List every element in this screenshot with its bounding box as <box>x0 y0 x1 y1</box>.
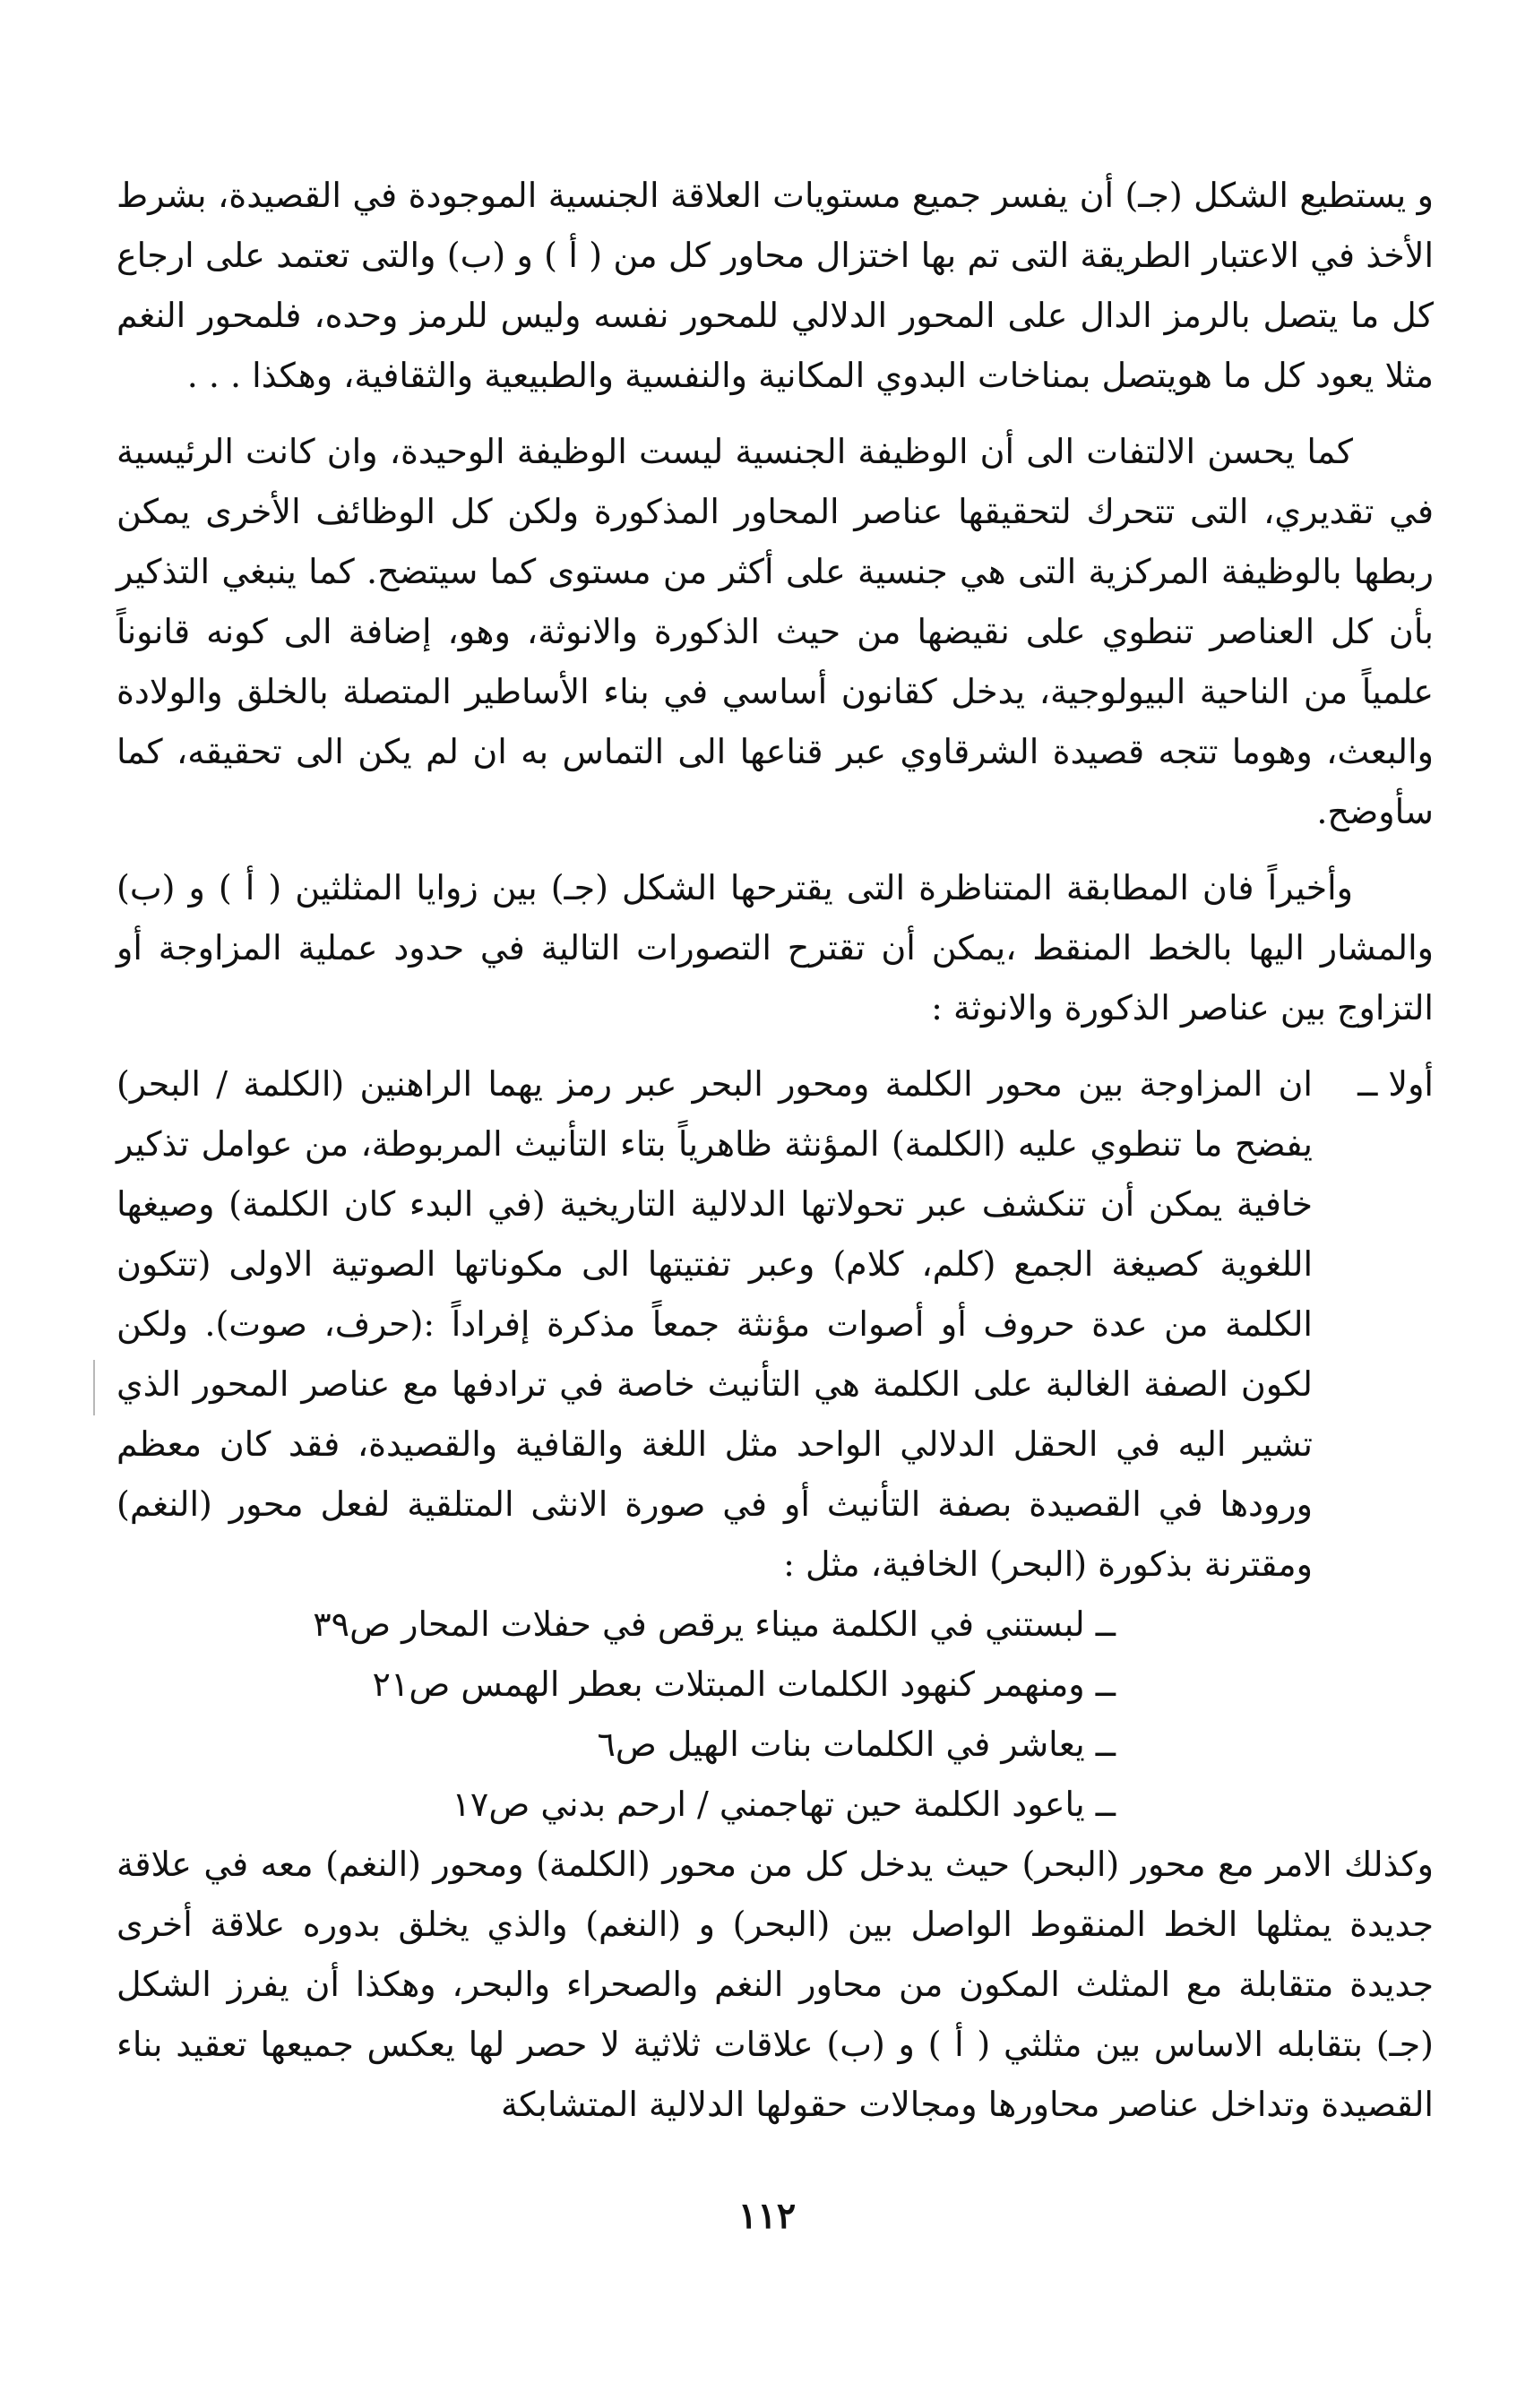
paragraph-2: كما يحسن الالتفات الى أن الوظيفة الجنسية ليست الوظيفة الوحيدة، وان كانت الرئيسية في تقديري، التى تتحرك لتحقيقها عناصر المحاور المذكورة ولكن كل الوظائف الأخرى يمكن ربطها بالوظيفة المركزية التى هي جنسية على أكثر من مستوى كما سيتضح. كما ينبغي التذكير بأن كل العناصر تنطوي على نقيضها من حيث الذكورة والانوثة، وهو، إضافة الى كونه قانوناً علمياً من الناحية البيولوجية، يدخل كقانون أساسي في بناء الأساطير المتصلة بالخلق والولادة والبعث، وهوما تتجه قصيدة الشرقاوي عبر قناعها الى التماس به ان لم يكن الى تحقيقه، كما سأوضح. <box>116 432 1434 831</box>
paragraph-1: و يستطيع الشكل (جـ) أن يفسر جميع مستويات العلاقة الجنسية الموجودة في القصيدة، بشرط الأخذ في الاعتبار الطريقة التى تم بها اختزال محاور كل من ( أ ) و (ب) والتى تعتمد على ارجاع كل ما يتصل بالرمز الدال على المحور الدلالي للمحور نفسه وليس للرمز وحده، فلمحور النغم مثلا يعود كل ما هويتصل بمناخات البدوي المكانية والنفسية والطبيعية والثقافية، وهكذا . . . <box>116 176 1434 395</box>
numbered-item-first <box>116 1054 1434 1835</box>
paragraph-3: وأخيراً فان المطابقة المتناظرة التى يقترحها الشكل (جـ) بين زوايا المثلثين ( أ ) و (ب) والمشار اليها بالخط المنقط ،يمكن أن تقترح التصورات التالية في حدود عملية المزاوجة أو التزاوج بين عناصر الذكورة والانوثة : <box>116 868 1434 1028</box>
page-number: ١١٢ <box>737 2195 797 2237</box>
example-list <box>116 1595 1313 1835</box>
page-body <box>116 166 1434 2135</box>
scan-margin-mark <box>93 1360 95 1415</box>
paragraph-continuation: وكذلك الامر مع محور (البحر) حيث يدخل كل من محور (الكلمة) ومحور (النغم) معه في علاقة جديدة يمثلها الخط المنقوط الواصل بين (البحر) و (النغم) والذي يخلق بدوره علاقة أخرى جديدة متقابلة مع المثلث المكون من محاور النغم والصحراء والبحر، وهكذا أن يفرز الشكل (جـ) بتقابله الاساس بين مثلثي ( أ ) و (ب) علاقات ثلاثية لا حصر لها يعكس جميعها تعقيد بناء القصيدة وتداخل عناصر محاورها ومجالات حقولها الدلالية المتشابكة <box>116 1845 1434 2124</box>
example-line: ــ يعاشر في الكلمات بنات الهيل ص٦ <box>597 1724 1116 1764</box>
item-text: ان المزاوجة بين محور الكلمة ومحور البحر عبر رمز يهما الراهنين (الكلمة / البحر) يفضح ما تنطوي عليه (الكلمة) المؤنثة ظاهرياً بتاء التأنيث المربوطة، من عوامل تذكير خافية يمكن أن تنكشف عبر تحولاتها الدلالية التاريخية (في البدء كان الكلمة) وصيغها اللغوية كصيغة الجمع (كلم، كلام) وعبر تفتيتها الى مكوناتها الصوتية الاولى (تتكون الكلمة من عدة حروف أو أصوات مؤنثة جمعاً مذكرة إفراداً :(حرف، صوت). ولكن لكون الصفة الغالبة على الكلمة هي التأنيث خاصة في ترادفها مع عناصر المحور الذي تشير اليه في الحقل الدلالي الواحد مثل اللغة والقافية والقصيدة، فقد كان معظم ورودها في القصيدة بصفة التأنيث أو في صورة الانثى المتلقية لفعل محور (النغم) ومقترنة بذكورة (البحر) الخافية، مثل : <box>116 1064 1313 1584</box>
example-line: ــ ياعود الكلمة حين تهاجمني / ارحم بدني ص١٧ <box>452 1784 1116 1824</box>
example-line: ــ لبستني في الكلمة ميناء يرقص في حفلات المحار ص٣٩ <box>313 1604 1116 1644</box>
item-label: أولا ــ <box>1357 1064 1434 1104</box>
example-line: ــ ومنهمر كنهود الكلمات المبتلات بعطر الهمس ص٢١ <box>372 1664 1116 1704</box>
